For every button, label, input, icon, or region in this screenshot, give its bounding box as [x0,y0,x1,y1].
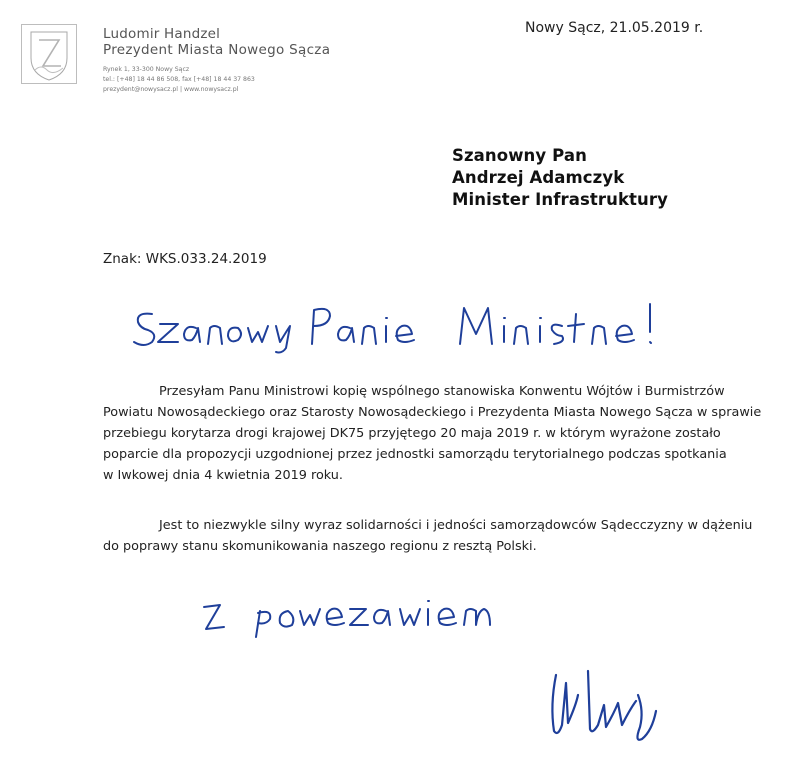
handwritten-closing [200,585,540,640]
letterhead-phone-fax: tel.: [+48] 18 44 86 508, fax [+48] 18 44 37 863 [103,76,255,83]
recipient-position: Minister Infrastruktury [452,190,668,209]
signature [548,665,663,745]
handwritten-salutation [130,296,680,356]
body-line: do poprawy stanu skomunikowania naszego regionu z resztą Polski. [103,539,537,554]
recipient-salutation: Szanowny Pan [452,146,587,165]
letterhead-title: Prezydent Miasta Nowego Sącza [103,42,331,58]
letterhead-name: Ludomir Handzel [103,26,221,42]
body-line: przebiegu korytarza drogi krajowej DK75 przyjętego 20 maja 2019 r. w którym wyrażone zostało [103,426,721,441]
letter-date: Nowy Sącz, 21.05.2019 r. [525,20,704,36]
recipient-name: Andrzej Adamczyk [452,168,625,187]
body-line: Jest to niezwykle silny wyraz solidarności i jedności samorządowców Sądecczyzny w dążeniu [159,518,753,533]
body-line: w Iwkowej dnia 4 kwietnia 2019 roku. [103,468,343,483]
letterhead-address: Rynek 1, 33-300 Nowy Sącz [103,66,190,73]
city-coat-of-arms-icon [21,24,77,84]
body-line: Przesyłam Panu Ministrowi kopię wspólnego stanowiska Konwentu Wójtów i Burmistrzów [159,384,725,399]
reference-number: Znak: WKS.033.24.2019 [103,251,267,267]
body-line: poparcie dla propozycji uzgodnionej przez jednostki samorządu terytorialnego podczas spotkania [103,447,727,462]
body-line: Powiatu Nowosądeckiego oraz Starosty Nowosądeckiego i Prezydenta Miasta Nowego Sącza w sprawie [103,405,762,420]
letterhead-email-web: prezydent@nowysacz.pl | www.nowysacz.pl [103,86,239,93]
